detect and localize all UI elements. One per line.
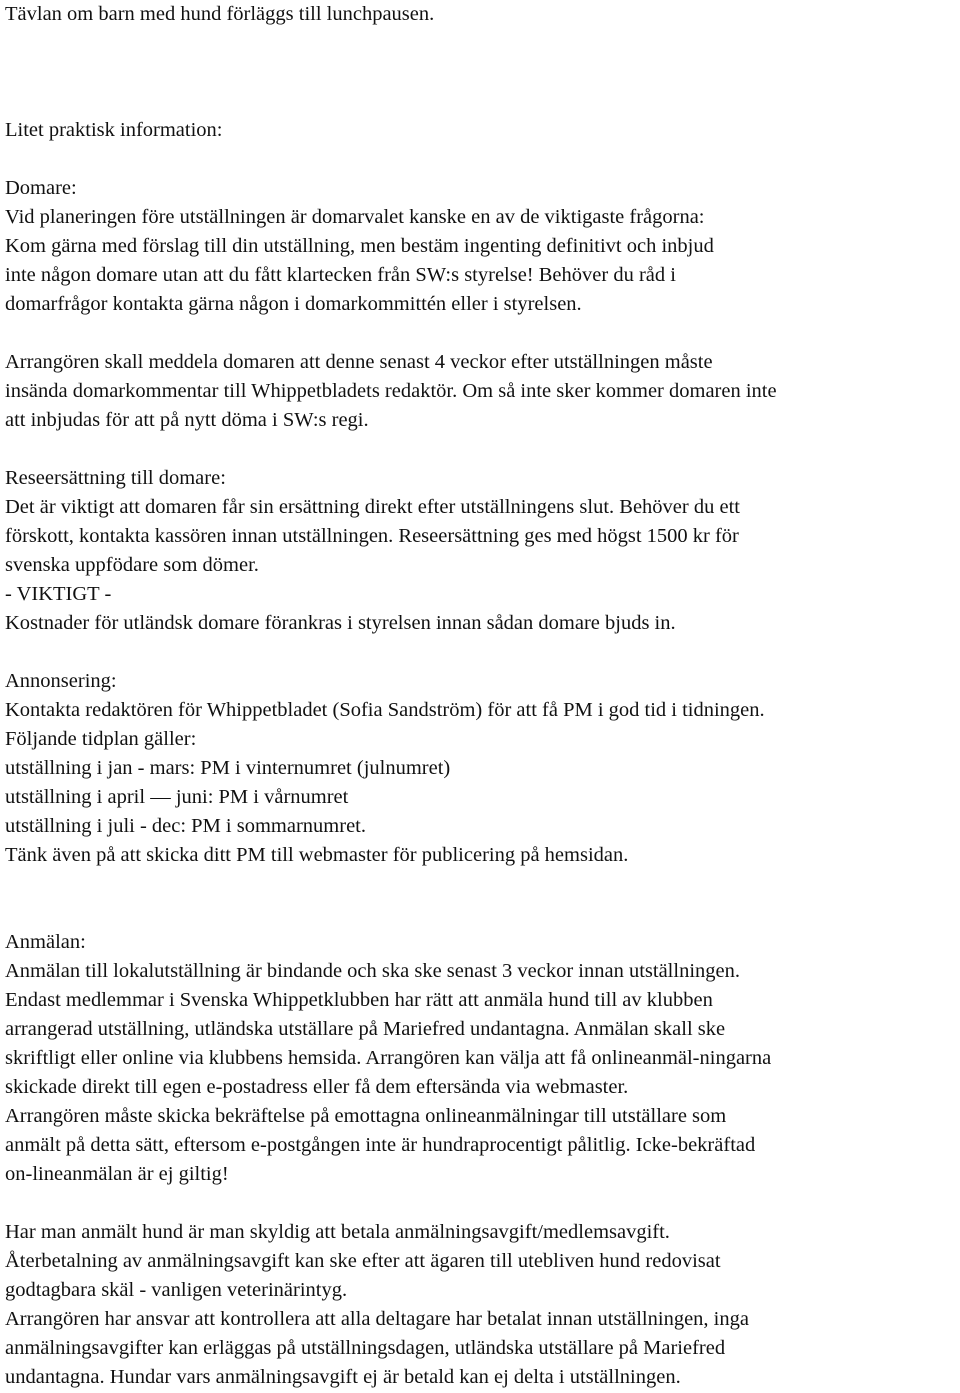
registration-text-line: Endast medlemmar i Svenska Whippetklubben har rätt att anmäla hund till av klubben bbox=[5, 989, 713, 1011]
judges-heading: Domare: bbox=[5, 177, 77, 199]
judges-text-line: domarfrågor kontakta gärna någon i domarkommittén eller i styrelsen. bbox=[5, 293, 582, 315]
judges-text-line: inte någon domare utan att du fått klartecken från SW:s styrelse! Behöver du råd i bbox=[5, 264, 676, 286]
judges-text-line: Vid planeringen före utställningen är domarvalet kanske en av de viktigaste frågorna: bbox=[5, 206, 705, 228]
travel-text-line: Det är viktigt att domaren får sin ersättning direkt efter utställningens slut. Behöver du ett bbox=[5, 496, 740, 518]
travel-text-line: förskott, kontakta kassören innan utställningen. Reseersättning ges med högst 1500 kr för bbox=[5, 525, 739, 547]
ads-text-line: Kontakta redaktören för Whippetbladet (Sofia Sandström) för att få PM i god tid i tidningen. bbox=[5, 699, 765, 721]
ads-text-line: Följande tidplan gäller: bbox=[5, 728, 197, 750]
judges-text-line: Arrangören skall meddela domaren att denne senast 4 veckor efter utställningen måste bbox=[5, 351, 713, 373]
practical-info-heading: Litet praktisk information: bbox=[5, 119, 223, 141]
registration-text-line: Anmälan till lokalutställning är bindande och ska ske senast 3 veckor innan utställningen. bbox=[5, 960, 740, 982]
registration-text-line: skickade direkt till egen e-postadress eller få dem eftersända via webmaster. bbox=[5, 1076, 629, 1098]
schedule-line: utställning i juli - dec: PM i sommarnumret. bbox=[5, 815, 366, 837]
intro-line: Tävlan om barn med hund förläggs till lunchpausen. bbox=[5, 3, 435, 25]
registration-text-line: godtagbara skäl - vanligen veterinärintyg. bbox=[5, 1279, 348, 1301]
ads-heading: Annonsering: bbox=[5, 670, 117, 692]
judges-text-line: Kom gärna med förslag till din utställning, men bestäm ingenting definitivt och inbjud bbox=[5, 235, 714, 257]
document-body bbox=[5, 0, 960, 1392]
travel-heading: Reseersättning till domare: bbox=[5, 467, 226, 489]
registration-text-line: anmält på detta sätt, eftersom e-postgången inte är hundraprocentigt pålitlig. Icke-bekräftad bbox=[5, 1134, 756, 1156]
schedule-line: utställning i april — juni: PM i vårnumret bbox=[5, 786, 349, 808]
ads-text-line: Tänk även på att skicka ditt PM till webmaster för publicering på hemsidan. bbox=[5, 844, 629, 866]
registration-text-line: anmälningsavgifter kan erläggas på utställningsdagen, utländska utställare på Mariefred bbox=[5, 1337, 726, 1359]
registration-text-line: Återbetalning av anmälningsavgift kan ske efter att ägaren till utebliven hund redovisat bbox=[5, 1250, 721, 1272]
important-label: - VIKTIGT - bbox=[5, 583, 112, 605]
registration-text-line: on-lineanmälan är ej giltig! bbox=[5, 1163, 229, 1185]
registration-text-line: undantagna. Hundar vars anmälningsavgift ej är betald kan ej delta i utställningen. bbox=[5, 1366, 681, 1388]
registration-heading: Anmälan: bbox=[5, 931, 86, 953]
judges-text-line: att inbjudas för att på nytt döma i SW:s regi. bbox=[5, 409, 369, 431]
registration-text-line: Arrangören har ansvar att kontrollera att alla deltagare har betalat innan utställningen, inga bbox=[5, 1308, 749, 1330]
registration-text-line: Arrangören måste skicka bekräftelse på emottagna onlineanmälningar till utställare som bbox=[5, 1105, 727, 1127]
schedule-line: utställning i jan - mars: PM i vinternumret (julnumret) bbox=[5, 757, 451, 779]
registration-text-line: arrangerad utställning, utländska utställare på Mariefred undantagna. Anmälan skall ske bbox=[5, 1018, 726, 1040]
travel-text-line: svenska uppfödare som dömer. bbox=[5, 554, 259, 576]
registration-text-line: Har man anmält hund är man skyldig att betala anmälningsavgift/medlemsavgift. bbox=[5, 1221, 670, 1243]
judges-text-line: insända domarkommentar till Whippetbladets redaktör. Om så inte sker kommer domaren inte bbox=[5, 380, 777, 402]
registration-text-line: skriftligt eller online via klubbens hemsida. Arrangören kan välja att få onlineanmäl-ningarna bbox=[5, 1047, 772, 1069]
travel-text-line: Kostnader för utländsk domare förankras i styrelsen innan sådan domare bjuds in. bbox=[5, 612, 676, 634]
